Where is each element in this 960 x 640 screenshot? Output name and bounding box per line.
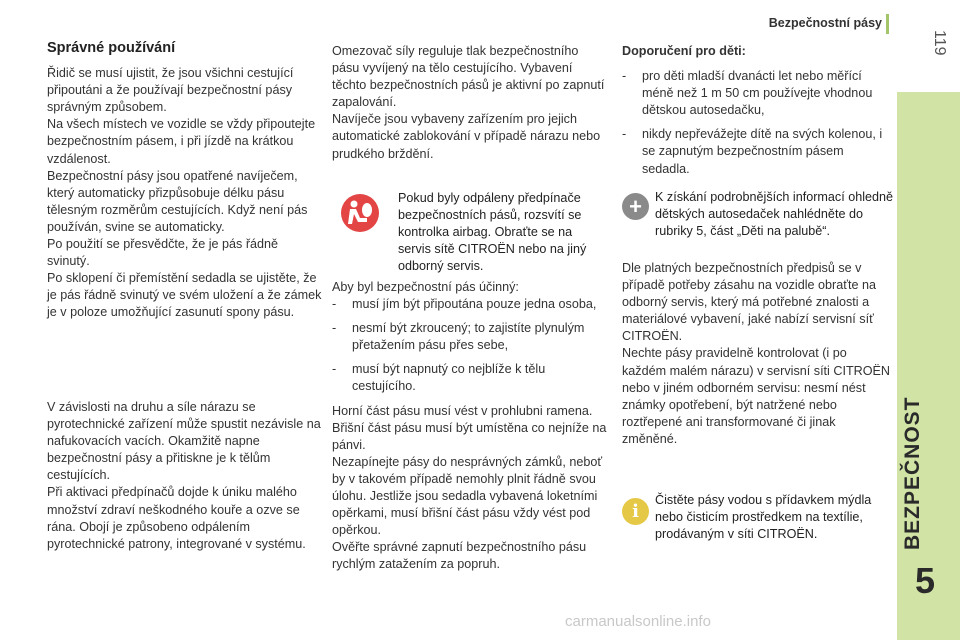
- list-item: - musí jím být připoutána pouze jedna osoba,: [332, 297, 597, 312]
- info-icon: i: [622, 498, 649, 525]
- paragraph: V závislosti na druhu a síle nárazu se pyrotechnické zařízení může spustit nezávisle na nafukovacích vacích. Okamžitě napne bezpečnostní pásy a přitiskne je k tělům cestujících.: [47, 400, 321, 483]
- children-heading: Doporučení pro děti:: [622, 44, 746, 58]
- cleaning-info-text: Čistěte pásy vodou s přídavkem mýdla nebo čisticím prostředkem na textílie, prodávaným v síti CITROËN.: [655, 493, 872, 542]
- paragraph: Na všech místech ve vozidle se vždy připoutejte bezpečnostním pásem, i při jízdě na krátkou vzdálenost.: [47, 117, 316, 166]
- paragraph: Při aktivaci předpínačů dojde k úniku malého množství zdraví neškodného kouře a ozve se rána. Obojí je způsobeno odpálením pyrotechnické patrony, integrované v systému.: [47, 485, 306, 551]
- paragraph: Břišní část pásu musí být umístěna co nejníže na pánvi.: [332, 420, 607, 452]
- column-1: [47, 40, 322, 551]
- section-title: Bezpečnostní pásy: [768, 16, 882, 30]
- paragraph: Dle platných bezpečnostních předpisů se v případě potřeby zásahu na vozidle obraťte na odborný servis, který má potřebné znalosti a materiálové vybavení, jaké nabízí servisní síť CITROËN.: [622, 261, 876, 344]
- paragraph: Ověřte správné zapnutí bezpečnostního pásu rychlým zatažením za popruh.: [332, 540, 587, 572]
- airbag-warning-icon: [341, 194, 379, 232]
- service-block: [622, 260, 892, 448]
- paragraph: Navíječe jsou vybaveny zařízením pro jejich automatické zablokování v případě nárazu nebo prudkého brždění.: [332, 112, 601, 161]
- page-number: 119: [931, 30, 948, 56]
- list-item: - nesmí být zkroucený; to zajistíte plynulým přetažením pásu přes sebe,: [332, 321, 585, 353]
- header-accent-line: [886, 14, 889, 34]
- belt-conditions-list: [332, 296, 607, 395]
- more-info-text: K získání podrobnějších informací ohledně dětských autosedaček nahlédněte do rubriky 5, část „Děti na palubě“.: [655, 190, 894, 239]
- list-intro: Aby byl bezpečnostní pás účinný:: [332, 280, 519, 294]
- pretensioner-block: [47, 399, 322, 553]
- belt-usage-block: [332, 279, 607, 574]
- paragraph: Nechte pásy pravidelně kontrolovat (i po každém malém nárazu) v servisní síti CITROËN nebo v jiném odborném servisu: nesmí nést známky opotřebení, být natržené nebo roztřepené ani transformované či jinak změněné.: [622, 346, 891, 446]
- paragraph: Bezpečnostní pásy jsou opatřené navíječem, který automaticky přizpůsobuje délku pásu tělesným rozměrům cestujících. Když není pás používán, svine se automaticky.: [47, 168, 308, 234]
- list-item: - pro děti mladší dvanácti let nebo měřící méně než 1 m 50 cm používejte vhodnou dětskou autosedačku,: [622, 69, 873, 118]
- section-heading: Správné používání: [47, 40, 176, 56]
- paragraph: Omezovač síly reguluje tlak bezpečnostního pásu vyvíjený na tělo cestujícího. Vybavení těchto bezpečnostních pásů je aktivní po zapnutí zapalování.: [332, 44, 605, 110]
- paragraph: Nezapínejte pásy do nesprávných zámků, neboť by v takovém případě nemohly plnit řádně svou úlohu. Jestliže jsou sedadla vybavená loketními opěrkami, musí břišní část pásu vždy vést pod opěrkou.: [332, 454, 603, 538]
- list-item: - musí být napnutý co nejblíže k tělu cestujícího.: [332, 362, 546, 394]
- paragraph: Horní část pásu musí vést v prohlubni ramena.: [332, 403, 593, 418]
- children-list: [622, 68, 892, 178]
- paragraph: Řidič se musí ujistit, že jsou všichni cestující připoutáni a že používají bezpečnostní pásy správným způsobem.: [47, 66, 294, 115]
- list-item: - nikdy nepřevážejte dítě na svých kolenou, i se zapnutým bezpečnostním pásem sedadla.: [622, 127, 883, 176]
- airbag-note-text: Pokud byly odpáleny předpínače bezpečnostních pásů, rozsvítí se kontrolka airbag. Obraťte se na servis sítě CITROËN nebo na jiný odborný servis.: [398, 191, 587, 274]
- watermark: carmanualsonline.info: [565, 613, 711, 630]
- chapter-label: BEZPEČNOST: [901, 396, 924, 550]
- chapter-number: 5: [915, 560, 936, 601]
- plus-icon: +: [622, 193, 649, 220]
- paragraph: Po sklopení či přemístění sedadla se ujistěte, že je pás řádně svinutý ve svém uložení a že zámek je v poloze umožňující zasunutí spony pásu.: [47, 271, 322, 320]
- paragraph: Po použití se přesvědčte, že je pás řádně svinutý.: [47, 237, 279, 269]
